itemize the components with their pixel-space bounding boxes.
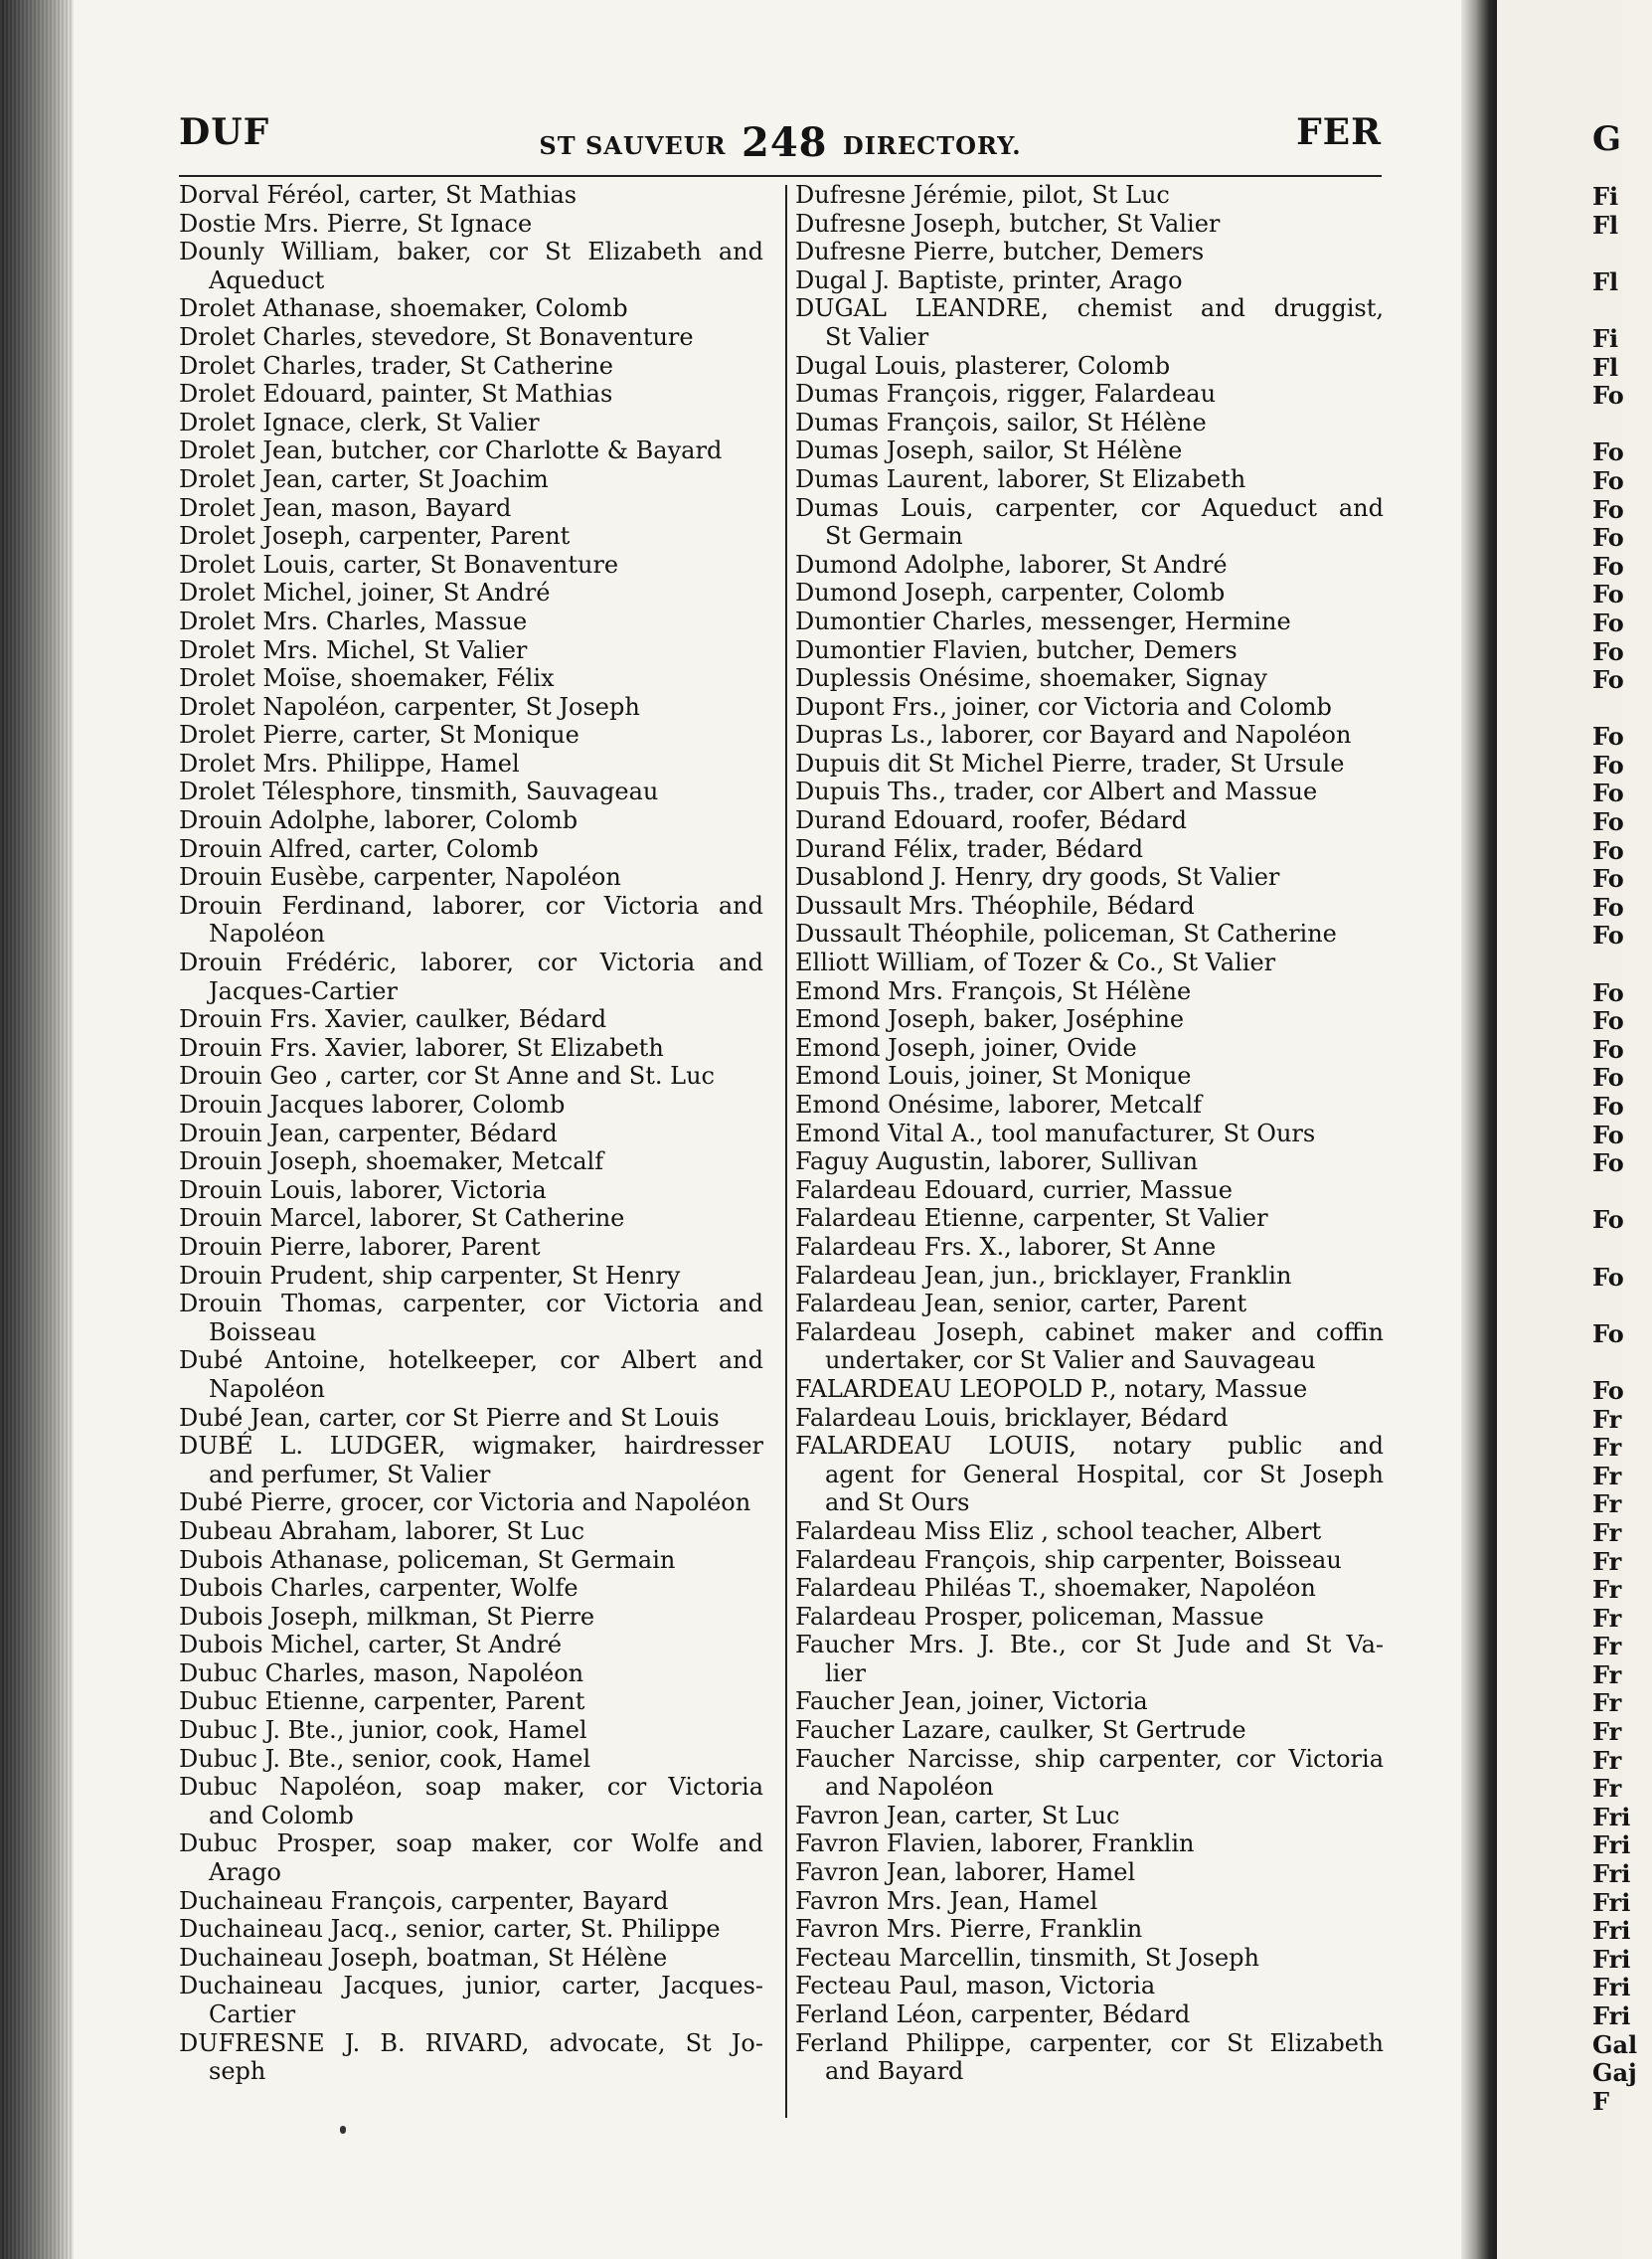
facing-page-fragments [1592, 183, 1652, 2116]
facing-page-fragment-line: Fo [1592, 779, 1624, 808]
facing-page-fragment-line: Fo [1592, 1205, 1624, 1235]
directory-entry-line: Drolet Athanase, shoemaker, Colomb [179, 294, 628, 323]
facing-page-fragment-line [1592, 1292, 1652, 1320]
directory-entry-line: and Colomb [209, 1801, 354, 1829]
directory-entry-line: Dubois Athanase, policeman, St Germain [179, 1545, 676, 1574]
directory-entry-line: Dubeau Abraham, laborer, St Luc [179, 1516, 585, 1545]
facing-page-fragment-line: Fl [1592, 266, 1619, 296]
directory-entry-line: Dumas François, sailor, St Hélène [795, 408, 1207, 436]
facing-page-fragment-line: Fr [1592, 1632, 1622, 1661]
facing-page-fragment-line: Fr [1592, 1717, 1622, 1747]
directory-entry-line: Dubuc Napoléon, soap maker, cor Victoria [179, 1773, 763, 1802]
directory-entry-line: Fecteau Paul, mason, Victoria [795, 1972, 1156, 2000]
directory-entry-line: Drouin Thomas, carpenter, cor Victoria and [179, 1290, 763, 1318]
directory-entry-line: Falardeau Miss Eliz , school teacher, Albert [795, 1516, 1322, 1545]
directory-entry-line: Drolet Moïse, shoemaker, Félix [179, 664, 555, 693]
directory-entry-line: Emond Mrs. François, St Hélène [795, 976, 1192, 1005]
facing-page-fragment-line [1592, 1178, 1652, 1207]
directory-entry-line: DUBÉ L. LUDGER, wigmaker, hairdresser [179, 1432, 763, 1461]
facing-page-fragment-line: Fo [1592, 665, 1624, 695]
directory-entry-line: Emond Vital A., tool manufacturer, St Ours [795, 1119, 1316, 1147]
facing-page-fragment-line: Fr [1592, 1461, 1622, 1490]
directory-entry-line: and perfumer, St Valier [209, 1460, 491, 1488]
directory-entry-line: FALARDEAU LOUIS, notary public and [795, 1432, 1384, 1461]
facing-page-fragment-line: Fo [1592, 580, 1624, 609]
directory-entry-line: Durand Félix, trader, Bédard [795, 834, 1144, 863]
directory-entry-line: Dubois Charles, carpenter, Wolfe [179, 1574, 578, 1603]
directory-entry-line: DUFRESNE J. B. RIVARD, advocate, St Jo- [179, 2028, 763, 2057]
header-rule [179, 175, 1382, 177]
directory-entry-line: and St Ours [825, 1488, 970, 1517]
facing-page-fragment-line: Fo [1592, 523, 1624, 553]
facing-page-fragment-line: Fr [1592, 1575, 1622, 1605]
facing-page-fragment-line: Fo [1592, 1262, 1624, 1292]
directory-entry-line: Dubé Jean, carter, cor St Pierre and St Louis [179, 1403, 720, 1432]
directory-entry-line: Dugal Louis, plasterer, Colomb [795, 351, 1171, 380]
directory-entry-line: Falardeau Edouard, currier, Massue [795, 1175, 1233, 1204]
facing-page-fragment-line: Fl [1592, 352, 1619, 382]
directory-entry-line: FALARDEAU LEOPOLD P., notary, Massue [795, 1374, 1308, 1403]
directory-entry-line: Ferland Léon, carpenter, Bédard [795, 2000, 1191, 2028]
facing-page-fragment-line: Fr [1592, 1433, 1622, 1463]
book-gutter [1461, 0, 1497, 2259]
directory-entry-line: Drolet Pierre, carter, St Monique [179, 721, 579, 750]
directory-entry-line: Drolet Mrs. Charles, Massue [179, 607, 528, 635]
directory-entry-line: Dupras Ls., laborer, cor Bayard and Napoléon [795, 721, 1352, 750]
running-head-left: DUF [179, 111, 270, 153]
directory-entry-line: Faucher Jean, joiner, Victoria [795, 1687, 1148, 1716]
facing-page-fragment-line [1592, 1348, 1652, 1377]
directory-entry-line: Drolet Jean, carter, St Joachim [179, 464, 549, 493]
facing-page-fragment-line: Fo [1592, 1375, 1624, 1405]
directory-entry-line: St Valier [825, 322, 929, 351]
facing-page-fragment-line: Fri [1592, 1859, 1631, 1889]
directory-entry-line: Favron Mrs. Pierre, Franklin [795, 1915, 1143, 1944]
directory-entry-line: Drolet Ignace, clerk, St Valier [179, 408, 540, 436]
facing-page-fragment-line: Fo [1592, 1148, 1624, 1178]
facing-page-fragment-line: F [1592, 2086, 1610, 2116]
column-divider [785, 185, 787, 2118]
directory-entry-line: Emond Louis, joiner, St Monique [795, 1062, 1192, 1091]
facing-page-fragment-line: Fr [1592, 1774, 1622, 1804]
facing-page-fragment-line: Fo [1592, 494, 1624, 524]
directory-entry-line: Dumas Joseph, sailor, St Hélène [795, 436, 1183, 465]
running-head-right: FER [1296, 111, 1382, 153]
directory-entry-line: Falardeau Prosper, policeman, Massue [795, 1602, 1264, 1631]
directory-entry-line: Drouin Ferdinand, laborer, cor Victoria and [179, 891, 763, 920]
directory-entry-line: Drolet Jean, mason, Bayard [179, 493, 512, 522]
facing-page-fragment-line [1592, 411, 1652, 439]
directory-entry-line: Dubé Antoine, hotelkeeper, cor Albert and [179, 1346, 763, 1375]
directory-entry-line: Dumontier Charles, messenger, Hermine [795, 607, 1291, 635]
directory-entry-line: Dostie Mrs. Pierre, St Ignace [179, 209, 533, 238]
facing-page-fragment-line: Fi [1592, 182, 1619, 211]
directory-entry-line: seph [209, 2057, 266, 2086]
directory-entry-line: Dumond Joseph, carpenter, Colomb [795, 579, 1226, 608]
directory-entry-line: Drolet Télesphore, tinsmith, Sauvageau [179, 778, 659, 806]
directory-entry-line: Favron Flavien, laborer, Franklin [795, 1829, 1195, 1858]
directory-entry-line: Drolet Joseph, carpenter, Parent [179, 522, 571, 551]
directory-entry-line: Napoléon [209, 920, 325, 949]
directory-entry-line: St Germain [825, 522, 963, 551]
facing-page-fragment-line: Fr [1592, 1659, 1622, 1689]
directory-entry-line: Dubuc Charles, mason, Napoléon [179, 1658, 584, 1687]
directory-entry-line: Duchaineau François, carpenter, Bayard [179, 1886, 669, 1915]
directory-entry-line: Falardeau Frs. X., laborer, St Anne [795, 1232, 1217, 1261]
directory-entry-line: Dubuc J. Bte., senior, cook, Hamel [179, 1744, 591, 1773]
facing-page-fragment-line: Fo [1592, 551, 1624, 581]
directory-entry-line: lier [825, 1658, 867, 1687]
directory-entry-line: Drouin Geo , carter, cor St Anne and St. Luc [179, 1062, 715, 1091]
facing-page-fragment-line: Fo [1592, 1318, 1624, 1348]
page-number: 248 [741, 119, 828, 166]
facing-page-fragment-line: Fo [1592, 722, 1624, 752]
directory-entry-line: agent for General Hospital, cor St Joseph [825, 1460, 1384, 1488]
directory-entry-line: Arago [209, 1858, 281, 1887]
facing-page-fragment-line: Fi [1592, 323, 1619, 353]
facing-page-fragment-line: Fr [1592, 1603, 1622, 1633]
directory-entry-line: Dussault Mrs. Théophile, Bédard [795, 891, 1195, 920]
directory-entry-line: Drouin Marcel, laborer, St Catherine [179, 1204, 625, 1233]
directory-entry-line: Falardeau Jean, senior, carter, Parent [795, 1290, 1247, 1318]
directory-entry-line: Duchaineau Jacques, junior, carter, Jacques- [179, 1972, 763, 2000]
page-header [179, 111, 1382, 166]
directory-entry-line: Drouin Eusèbe, carpenter, Napoléon [179, 863, 621, 892]
directory-entry-line: Drouin Adolphe, laborer, Colomb [179, 806, 578, 835]
facing-page-fragment-line: Fr [1592, 1489, 1622, 1519]
directory-entry-line: Falardeau François, ship carpenter, Boisseau [795, 1545, 1342, 1574]
facing-page-fragment-line: Fo [1592, 465, 1624, 495]
facing-page-fragment-line: Fo [1592, 381, 1624, 411]
directory-entry-line: Dubois Joseph, milkman, St Pierre [179, 1602, 595, 1631]
facing-page-fragment-line: Fr [1592, 1517, 1622, 1547]
directory-entry-line: Dubé Pierre, grocer, cor Victoria and Napoléon [179, 1488, 751, 1517]
directory-entry-line: Drolet Mrs. Philippe, Hamel [179, 749, 520, 778]
directory-entry-line: Emond Joseph, joiner, Ovide [795, 1033, 1137, 1062]
directory-entry-line: Dufresne Pierre, butcher, Demers [795, 238, 1205, 266]
directory-entry-line: Dumas François, rigger, Falardeau [795, 380, 1217, 409]
facing-page-fragment-line: Fr [1592, 1688, 1622, 1718]
directory-entry-line: Dubuc Prosper, soap maker, cor Wolfe and [179, 1829, 763, 1858]
directory-entry-line: Drolet Mrs. Michel, St Valier [179, 635, 528, 664]
ink-speck [340, 2126, 346, 2134]
directory-entry-line: Faucher Mrs. J. Bte., cor St Jude and St Va- [795, 1631, 1384, 1659]
directory-entry-line: Drolet Louis, carter, St Bonaventure [179, 550, 619, 579]
facing-page-fragment-line: Fri [1592, 1802, 1631, 1831]
directory-entry-line: Drouin Jean, carpenter, Bédard [179, 1119, 558, 1147]
facing-page-heading: G [1592, 119, 1622, 159]
directory-entry-line: Dupont Frs., joiner, cor Victoria and Colomb [795, 692, 1332, 721]
directory-entry-line: Fecteau Marcellin, tinsmith, St Joseph [795, 1943, 1259, 1972]
facing-page-fragment-line: Fri [1592, 1887, 1631, 1917]
directory-entry-line: Drouin Frs. Xavier, laborer, St Elizabeth [179, 1033, 664, 1062]
directory-entry-line: Dumas Laurent, laborer, St Elizabeth [795, 464, 1246, 493]
facing-page-fragment-line: Fo [1592, 636, 1624, 666]
facing-page-fragment-line: Gal [1592, 2029, 1638, 2059]
directory-entry-line: Drouin Joseph, shoemaker, Metcalf [179, 1147, 604, 1176]
facing-page-fragment-line: Fo [1592, 1092, 1624, 1121]
running-head-center [179, 117, 1382, 164]
directory-entry-line: DUGAL LEANDRE, chemist and druggist, [795, 294, 1384, 323]
book-page-edges [0, 0, 74, 2259]
facing-page-fragment-line: Fo [1592, 977, 1624, 1007]
facing-page-fragment-line [1592, 695, 1652, 724]
directory-entry-line: Faucher Narcisse, ship carpenter, cor Victoria [795, 1744, 1384, 1773]
directory-entry-line: Drouin Alfred, carter, Colomb [179, 834, 539, 863]
directory-entry-line: Dubuc J. Bte., junior, cook, Hamel [179, 1716, 587, 1745]
facing-page-fragment [1497, 0, 1638, 2259]
directory-entry-line: Favron Jean, carter, St Luc [795, 1801, 1120, 1829]
directory-entry-line: Durand Edouard, roofer, Bédard [795, 806, 1188, 835]
directory-entry-line: and Bayard [825, 2057, 964, 2086]
facing-page-fragment-line: Fo [1592, 807, 1624, 837]
directory-entry-line: Drolet Edouard, painter, St Mathias [179, 380, 613, 409]
facing-page-fragment-line [1592, 1235, 1652, 1264]
directory-entry-line: Dumond Adolphe, laborer, St André [795, 550, 1228, 579]
directory-entry-line: Faucher Lazare, caulker, St Gertrude [795, 1716, 1246, 1745]
directory-entry-line: Dufresne Jérémie, pilot, St Luc [795, 181, 1170, 209]
directory-entry-line: Napoléon [209, 1374, 325, 1403]
facing-page-fragment-line [1592, 240, 1652, 268]
directory-entry-line: Falardeau Philéas T., shoemaker, Napoléon [795, 1574, 1316, 1603]
directory-entry-line: Drolet Napoléon, carpenter, St Joseph [179, 692, 640, 721]
directory-entry-line: Favron Mrs. Jean, Hamel [795, 1886, 1098, 1915]
facing-page-fragment-line: Fo [1592, 864, 1624, 894]
left-column [179, 181, 763, 2086]
directory-entry-line: Ferland Philippe, carpenter, cor St Elizabeth [795, 2028, 1384, 2057]
facing-page-fragment-line: Fr [1592, 1404, 1622, 1434]
directory-entry-line: Dusablond J. Henry, dry goods, St Valier [795, 863, 1280, 892]
facing-page-fragment-line: Fo [1592, 1120, 1624, 1149]
facing-page-fragment-line: Fo [1592, 750, 1624, 780]
facing-page-fragment-line: Fo [1592, 835, 1624, 865]
directory-entry-line: Dubuc Etienne, carpenter, Parent [179, 1687, 585, 1716]
directory-entry-line: Dupuis dit St Michel Pierre, trader, St Ursule [795, 749, 1345, 778]
facing-page-fragment-line: Gaj [1592, 2058, 1637, 2088]
directory-entry-line: Drouin Frédéric, laborer, cor Victoria and [179, 949, 763, 977]
directory-entry-line: and Napoléon [825, 1773, 994, 1802]
directory-entry-line: Faguy Augustin, laborer, Sullivan [795, 1147, 1199, 1176]
facing-page-fragment-line: Fri [1592, 1830, 1631, 1860]
directory-entry-line: Dumontier Flavien, butcher, Demers [795, 635, 1238, 664]
directory-entry-line: Drolet Charles, trader, St Catherine [179, 351, 613, 380]
facing-page-fragment-line: Fo [1592, 892, 1624, 922]
facing-page-fragment-line: Fo [1592, 1034, 1624, 1064]
facing-page-fragment-line [1592, 951, 1652, 979]
directory-entry-line: Falardeau Etienne, carpenter, St Valier [795, 1204, 1268, 1233]
running-head-title: DIRECTORY. [842, 131, 1022, 160]
facing-page-fragment-line: Fr [1592, 1546, 1622, 1576]
directory-entry-line: Favron Jean, laborer, Hamel [795, 1858, 1136, 1887]
directory-entry-line: Dugal J. Baptiste, printer, Arago [795, 265, 1183, 294]
directory-entry-line: Elliott William, of Tozer & Co., St Valier [795, 949, 1276, 977]
directory-entry-line: Falardeau Louis, bricklayer, Bédard [795, 1403, 1229, 1432]
facing-page-fragment-line: Fr [1592, 1745, 1622, 1775]
directory-entry-line: Dufresne Joseph, butcher, St Valier [795, 209, 1221, 238]
directory-entry-line: Drouin Pierre, laborer, Parent [179, 1232, 541, 1261]
directory-entry-line: Dupuis Ths., trader, cor Albert and Massue [795, 778, 1318, 806]
right-column [795, 181, 1384, 2086]
directory-entry-line: Drouin Frs. Xavier, caulker, Bédard [179, 1005, 607, 1034]
facing-page-fragment-line: Fl [1592, 210, 1619, 240]
facing-page-fragment-line: Fri [1592, 2001, 1631, 2030]
directory-entry-line: Duplessis Onésime, shoemaker, Signay [795, 664, 1267, 693]
facing-page-fragment-line [1592, 296, 1652, 325]
directory-entry-line: Drolet Jean, butcher, cor Charlotte & Bayard [179, 436, 723, 465]
facing-page-fragment-line: Fo [1592, 608, 1624, 637]
directory-entry-line: Aqueduct [209, 265, 325, 294]
directory-entry-line: undertaker, cor St Valier and Sauvageau [825, 1346, 1316, 1375]
facing-page-fragment-line: Fri [1592, 1973, 1631, 2002]
directory-entry-line: Falardeau Joseph, cabinet maker and coffin [795, 1317, 1384, 1346]
directory-entry-line: Dorval Féréol, carter, St Mathias [179, 181, 578, 209]
directory-entry-line: Drouin Louis, laborer, Victoria [179, 1175, 547, 1204]
directory-entry-line: Drolet Charles, stevedore, St Bonaventure [179, 322, 694, 351]
directory-entry-line: Dubois Michel, carter, St André [179, 1631, 563, 1659]
directory-entry-line: Drouin Prudent, ship carpenter, St Henry [179, 1261, 681, 1290]
facing-page-fragment-line: Fri [1592, 1916, 1631, 1946]
directory-entry-line: Drolet Michel, joiner, St André [179, 579, 551, 608]
running-head-city: ST SAUVEUR [539, 131, 727, 160]
directory-entry-line: Boisseau [209, 1317, 317, 1346]
directory-entry-line: Jacques-Cartier [209, 976, 398, 1005]
directory-entry-line: Duchaineau Joseph, boatman, St Hélène [179, 1943, 668, 1972]
facing-page-fragment-line: Fo [1592, 1063, 1624, 1093]
facing-page-fragment-line: Fo [1592, 437, 1624, 467]
directory-entry-line: Drouin Jacques laborer, Colomb [179, 1091, 566, 1119]
facing-page-fragment-line: Fri [1592, 1944, 1631, 1974]
directory-entry-line: Dumas Louis, carpenter, cor Aqueduct and [795, 493, 1384, 522]
facing-page-fragment-line: Fo [1592, 921, 1624, 951]
directory-entry-line: Cartier [209, 2000, 296, 2028]
directory-entry-line: Emond Onésime, laborer, Metcalf [795, 1091, 1203, 1119]
directory-entry-line: Falardeau Jean, jun., bricklayer, Franklin [795, 1261, 1292, 1290]
facing-page-fragment-line: Fo [1592, 1006, 1624, 1036]
directory-entry-line: Dounly William, baker, cor St Elizabeth and [179, 238, 763, 266]
directory-entry-line: Duchaineau Jacq., senior, carter, St. Philippe [179, 1915, 721, 1944]
directory-entry-line: Dussault Théophile, policeman, St Catherine [795, 920, 1337, 949]
directory-entry-line: Emond Joseph, baker, Joséphine [795, 1005, 1185, 1034]
